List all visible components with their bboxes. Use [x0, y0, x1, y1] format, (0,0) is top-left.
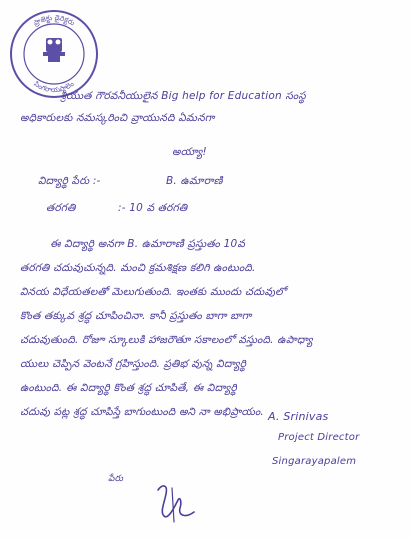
- footer-left-mark: పేరు: [108, 474, 124, 484]
- body-line-1: ఈ విద్యార్థి అనగా B. ఉమారాణి ప్రస్తుతం 10వ: [50, 238, 246, 250]
- opening-line-1: శ్రీయుత గౌరవనీయులైన Big help for Education సంస్థ: [60, 90, 306, 102]
- student-name-label: విద్యార్థి పేరు :-: [38, 175, 101, 187]
- signoff-name: A. Srinivas: [268, 410, 329, 423]
- salutation: అయ్యా!: [172, 146, 207, 158]
- signoff-title: Project Director: [278, 432, 360, 443]
- seal-bottom-text: సింగరాయపాలెం: [32, 79, 76, 95]
- class-value: :- 10 వ తరగతి: [118, 202, 188, 214]
- body-line-5: చదువుతుంది. రోజూ స్కూలుకి హాజరౌతూ సకాలంలో వస్తుంది. ఉపాధ్యా: [20, 334, 313, 346]
- signoff-place: Singarayapalem: [272, 456, 357, 467]
- body-line-6: యులు చెప్పిన వెంటనే గ్రహిస్తుంది. ప్రతిభ వున్న విద్యార్థి: [20, 358, 247, 370]
- student-name-value: B. ఉమారాణి: [166, 175, 223, 187]
- body-line-2: తరగతి చదువుచున్నది. మంచి క్రమశిక్షణ కలిగి ఉంటుంది.: [20, 262, 256, 274]
- official-seal-icon: [8, 8, 100, 100]
- class-label: తరగతి: [46, 202, 76, 214]
- seal-top-text: ప్రాజెక్టు డైరెక్టరు: [32, 13, 76, 28]
- svg-text:ప్రాజెక్టు డైరెక్టరు: [32, 14, 76, 28]
- body-line-7: ఉంటుంది. ఈ విద్యార్థి కొంత శ్రద్ధ చూపితే, ఈ విద్యార్థి: [20, 382, 237, 394]
- body-line-3: వినయ విధేయతలతో మెలుగుతుంది. ఇంతకు ముందు చదువులో: [20, 286, 287, 298]
- body-line-8: చదువు పట్ల శ్రద్ధ చూపిస్తే బాగుంటుంది అని నా అభిప్రాయం.: [20, 406, 264, 418]
- opening-line-2: అధికారులకు నమస్కరించి వ్రాయునది ఏమనగా: [20, 112, 215, 124]
- handwritten-signature-icon: [150, 478, 210, 528]
- body-line-4: కొంత తక్కువ శ్రద్ధ చూపించినా. కానీ ప్రస్తుతం బాగా బాగా: [20, 310, 252, 322]
